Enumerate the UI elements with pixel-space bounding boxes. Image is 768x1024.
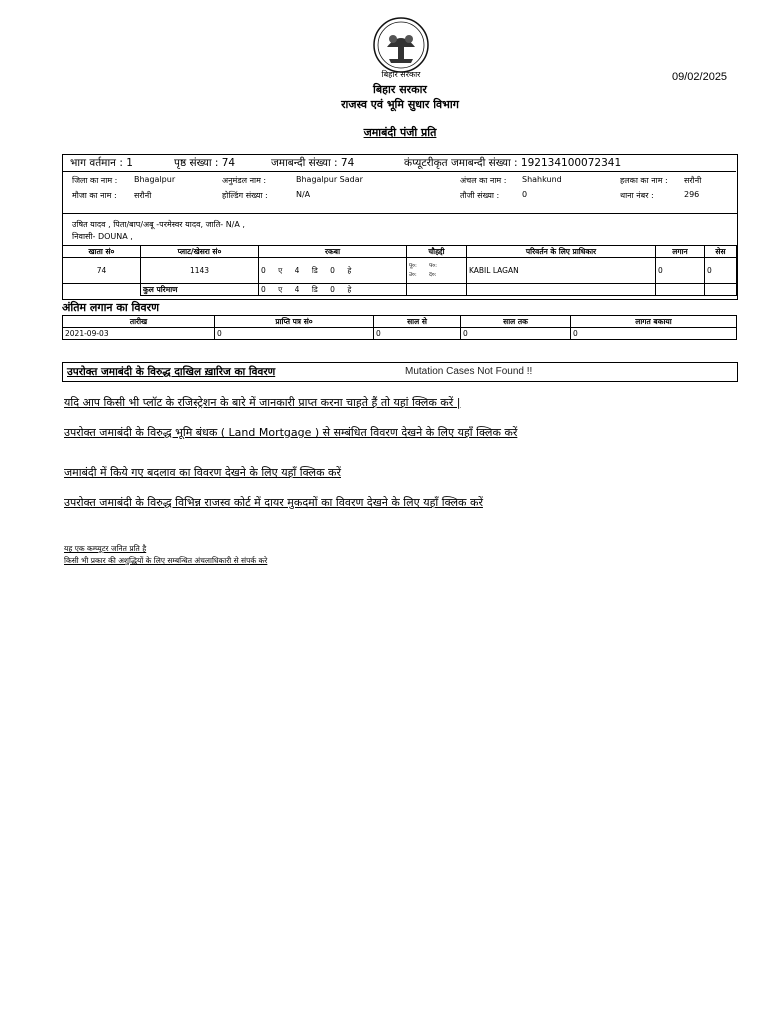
col-ses: सेस: [705, 246, 737, 258]
total-label: कुल परिमाण: [141, 284, 259, 296]
land-table: [62, 245, 737, 296]
registration-link[interactable]: यदि आप किसी भी प्लॉट के रजिस्ट्रेशन के बारे में जानकारी प्राप्त करना चाहते हैं तो यहां क्लिक करें |: [64, 396, 461, 409]
chauhaddi-north: उ०:: [409, 271, 417, 278]
prishth: पृष्ठ संख्या : 74: [174, 157, 236, 169]
summary-row: [62, 154, 736, 172]
col-saal-se: साल से: [374, 316, 461, 328]
chauhaddi-west: प०:: [429, 262, 437, 269]
anumandal-value: Bhagalpur Sadar: [296, 175, 363, 184]
mauja-label: मौजा का नाम :: [72, 191, 117, 200]
raiyat-line2: निवासी- DOUNA ,: [72, 232, 133, 241]
divider: [62, 213, 737, 214]
halka-value: सरौनी: [684, 176, 702, 185]
rent-to: 0: [461, 328, 571, 340]
chauhaddi-east: पू०:: [409, 262, 417, 269]
last-rent-heading: अंतिम लगान का विवरण: [62, 301, 160, 314]
computer-number: कंप्यूटरीकृत जमाबन्दी संख्या : 192134100072341: [404, 157, 622, 169]
mutation-status: Mutation Cases Not Found !!: [405, 366, 533, 377]
pradhikar-cell: KABIL LAGAN: [467, 258, 656, 284]
rent-table: [62, 315, 737, 340]
ses-cell: 0: [705, 258, 737, 284]
table-row: [63, 328, 737, 340]
holding-label: होल्डिंग संख्या :: [222, 191, 268, 200]
mutation-box: [62, 362, 738, 382]
footer-note-2: किसी भी प्रकार की अशुद्धियों के लिए सम्बन्धित अंचलाधिकारी से संपर्क करे: [64, 556, 268, 565]
bhag: भाग वर्तमान : 1: [70, 157, 133, 169]
col-khesra: प्लाट/खेसरा सं०: [141, 246, 259, 258]
rent-date: 2021-09-03: [63, 328, 215, 340]
bihar-emblem-icon: [371, 17, 431, 73]
col-prapti: प्राप्ति पत्र सं०: [215, 316, 374, 328]
khata-cell: 74: [63, 258, 141, 284]
changes-link[interactable]: जमाबंदी में किये गए बदलाव का विवरण देखने के लिए यहाँ क्लिक करें: [64, 466, 341, 479]
col-tarikh: तारीख: [63, 316, 215, 328]
total-rakba: 0 ए 4 डि 0 हे: [259, 284, 407, 296]
anchal-label: अंचल का नाम :: [460, 176, 507, 185]
col-rakba: रकबा: [259, 246, 407, 258]
footer-note-1: यह एक कम्प्यूटर जनित प्रति है: [64, 544, 147, 553]
chauhaddi-south: द०:: [428, 271, 437, 278]
col-bakaya: लागत बकाया: [571, 316, 737, 328]
page-title: जमाबंदी पंजी प्रति: [363, 126, 437, 139]
dept-name: राजस्व एवं भूमि सुधार विभाग: [341, 98, 459, 111]
rent-dues: 0: [571, 328, 737, 340]
col-khata: खाता सं०: [63, 246, 141, 258]
tauji-value: 0: [522, 190, 528, 199]
col-saal-tak: साल तक: [461, 316, 571, 328]
zila-label: जिला का नाम :: [72, 176, 118, 185]
anchal-value: Shahkund: [522, 175, 562, 184]
chauhaddi-cell: [407, 258, 467, 284]
tauji-label: तौजी संख्या :: [460, 191, 500, 200]
col-lagan: लगान: [656, 246, 705, 258]
col-chauhaddi: चौहद्दी: [407, 246, 467, 258]
rent-from: 0: [374, 328, 461, 340]
raiyat-line1: उषित यादव , पिता/बाप/अबू -परमेस्वर यादव, जाति- N/A ,: [72, 220, 245, 229]
anumandal-label: अनुमंडल नाम :: [222, 176, 267, 185]
lagan-cell: 0: [656, 258, 705, 284]
print-date: 09/02/2025: [672, 71, 728, 83]
zila-value: Bhagalpur: [134, 175, 176, 184]
court-cases-link[interactable]: उपरोक्त जमाबंदी के विरुद्ध विभिन्न राजस्व कोर्ट में दायर मुकदमों का विवरण देखने के लिए यहाँ क्लिक करें: [64, 496, 483, 509]
halka-label: हलका का नाम :: [620, 176, 668, 185]
thana-value: 296: [684, 190, 700, 199]
rent-receipt: 0: [215, 328, 374, 340]
table-row: [63, 258, 737, 284]
emblem-caption: बिहार सरकार: [381, 70, 421, 79]
land-mortgage-link[interactable]: उपरोक्त जमाबंदी के विरुद्ध भूमि बंधक ( Land Mortgage ) से सम्बंधित विवरण देखने के लिए यहाँ क्लिक करें: [64, 426, 518, 439]
jamabandi-number: जमाबन्दी संख्या : 74: [271, 157, 355, 169]
gov-name: बिहार सरकार: [373, 83, 427, 96]
khesra-cell: 1143: [141, 258, 259, 284]
mauja-value: सरौनी: [134, 191, 152, 200]
total-row: [63, 284, 737, 296]
thana-label: थाना नंबर :: [620, 191, 654, 200]
mutation-label: उपरोक्त जमाबंदी के विरुद्ध दाखिल ख़ारिज का विवरण: [67, 366, 276, 378]
rakba-cell: 0 ए 4 डि 0 हे: [259, 258, 407, 284]
col-pradhikar: परिवर्तन के लिए प्राधिकार: [467, 246, 656, 258]
holding-value: N/A: [296, 190, 311, 199]
